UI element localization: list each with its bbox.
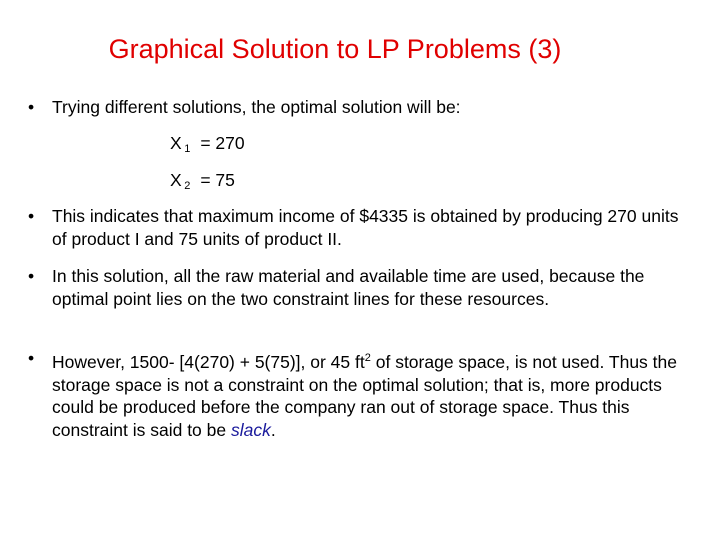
bullet-dot: • — [28, 206, 35, 226]
bullet-item — [28, 96, 693, 119]
bullet-dot: • — [28, 97, 35, 117]
equation-subscript: 2 — [184, 180, 191, 192]
bullet-text — [52, 347, 693, 441]
bullet-dot: • — [28, 266, 35, 286]
equation-x2 — [170, 170, 235, 192]
equation-variable: X — [170, 170, 183, 190]
equation-value: = 75 — [200, 170, 235, 190]
bullet-item — [28, 205, 693, 250]
slide-title: Graphical Solution to LP Problems (3) — [108, 34, 562, 64]
bullet-dot: • — [28, 348, 35, 368]
bullet-text-part: . — [270, 419, 276, 440]
bullet-item — [28, 347, 693, 441]
emphasis-slack: slack — [230, 419, 271, 440]
bullet-text: In this solution, all the raw material and available time are used, because the optimal point lies on the two constraint lines for these resources. — [52, 266, 645, 309]
bullet-text: Trying different solutions, the optimal solution will be: — [52, 97, 461, 117]
bullet-text-part: However, 1500- [4(270) + 5(75)], or 45 ft — [52, 352, 365, 372]
bullet-text: This indicates that maximum income of $4335 is obtained by producing 270 units of product I and 75 units of product II. — [52, 206, 679, 249]
equation-value: = 270 — [200, 133, 245, 153]
equation-subscript: 1 — [184, 143, 191, 155]
bullet-item — [28, 265, 693, 310]
superscript: 2 — [364, 352, 371, 364]
equation-variable: X — [170, 133, 183, 153]
bullet-text-part: of storage space, is not used. Thus the storage space is not a constraint on the optimal solution; that is, more products could be produced before the company ran out of storage space. Thus this constraint is said to be — [52, 352, 677, 440]
equation-x1 — [170, 133, 245, 155]
